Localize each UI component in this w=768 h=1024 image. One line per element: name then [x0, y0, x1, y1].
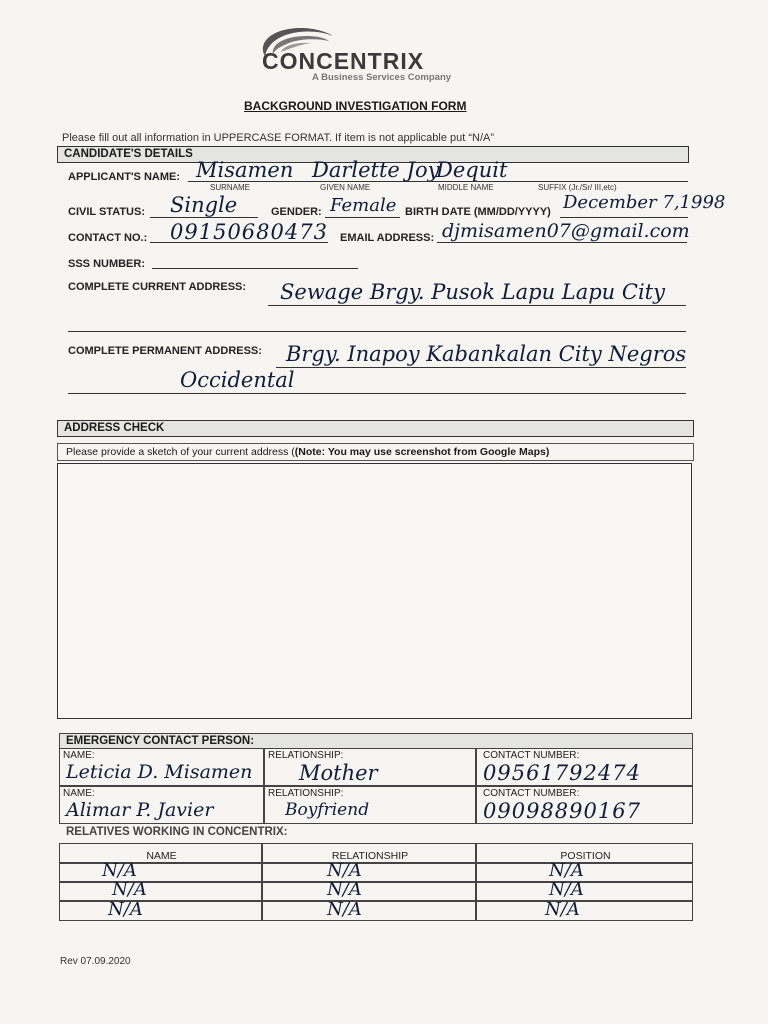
- emergency-2-contact-cell[interactable]: [476, 786, 693, 824]
- relatives-row-1-relationship[interactable]: [262, 860, 476, 882]
- relatives-col-name: NAME: [146, 850, 177, 862]
- emergency-2-contact-value: 09098890167: [483, 799, 641, 823]
- current-address-underline-1: [268, 305, 686, 306]
- emergency-2-contact-label: CONTACT NUMBER:: [483, 788, 580, 799]
- relatives-row-3-position-value: N/A: [545, 899, 580, 920]
- sss-label: SSS NUMBER:: [68, 258, 146, 270]
- gender-value[interactable]: Female: [330, 195, 397, 216]
- surname-value[interactable]: Misamen: [196, 158, 294, 182]
- birth-date-label: [405, 206, 551, 218]
- current-address-underline-2: [68, 331, 686, 332]
- relatives-row-3-name-value: N/A: [108, 899, 143, 920]
- relatives-row-2-relationship[interactable]: [262, 879, 476, 901]
- address-check-instruction-text: Please provide a sketch of your current address (: [66, 446, 295, 458]
- birth-date-underline: [560, 217, 688, 218]
- birth-date-value[interactable]: December 7,1998: [563, 192, 726, 213]
- permanent-address-value-line1[interactable]: Brgy. Inapoy Kabankalan City Negros: [286, 342, 687, 366]
- gender-underline: [325, 217, 400, 218]
- relatives-header-position: [476, 843, 693, 863]
- emergency-1-relationship-value: Mother: [299, 761, 378, 785]
- permanent-address-label: COMPLETE PERMANENT ADDRESS:: [68, 345, 262, 357]
- relatives-row-1-position[interactable]: [476, 860, 693, 882]
- relatives-row-2-name[interactable]: [59, 879, 262, 901]
- emergency-1-relationship-cell[interactable]: [264, 748, 476, 786]
- emergency-2-name-label: NAME:: [63, 788, 95, 799]
- contact-no-value[interactable]: 09150680473: [170, 220, 328, 244]
- permanent-address-value-line2[interactable]: Occidental: [180, 368, 295, 392]
- given-name-label: GIVEN NAME: [320, 183, 371, 192]
- address-check-note: (Note: You may use screenshot from Google Maps): [294, 446, 550, 458]
- relatives-row-1-position-value: N/A: [549, 860, 584, 881]
- applicant-name-label: APPLICANT'S NAME:: [68, 171, 181, 183]
- civil-status-value[interactable]: Single: [170, 193, 238, 217]
- relatives-row-1-name-value: N/A: [102, 860, 137, 881]
- email-underline: [437, 242, 687, 243]
- revision-footer: Rev 07.09.2020: [60, 956, 131, 967]
- suffix-label: SUFFIX (Jr./Sr/ III,etc): [538, 183, 617, 192]
- form-instruction: Please fill out all information in UPPERCASE FORMAT. If item is not applicable put “N/A”: [62, 132, 495, 144]
- civil-status-underline: [150, 217, 258, 218]
- relatives-header-name: [59, 843, 262, 863]
- relatives-col-position: POSITION: [560, 850, 611, 862]
- relatives-row-3-relationship[interactable]: [262, 901, 476, 921]
- emergency-1-name-value: Leticia D. Misamen: [66, 761, 253, 783]
- emergency-2-name-cell[interactable]: [59, 786, 264, 824]
- candidate-section-title: CANDIDATE'S DETAILS: [64, 148, 193, 160]
- relatives-col-relationship: RELATIONSHIP: [331, 850, 409, 862]
- brand-tagline: A Business Services Company: [312, 72, 452, 83]
- relatives-header-relationship: [262, 843, 476, 863]
- address-check-instruction-bar: [57, 443, 694, 461]
- permanent-address-underline-1: [276, 367, 686, 368]
- emergency-1-relationship-label: RELATIONSHIP:: [268, 750, 344, 761]
- gender-label: GENDER:: [271, 206, 322, 218]
- emergency-section-header: [59, 733, 693, 749]
- relatives-row-3-name[interactable]: [59, 901, 262, 921]
- emergency-section-title: EMERGENCY CONTACT PERSON:: [66, 735, 255, 747]
- emergency-1-name-cell[interactable]: [59, 748, 264, 786]
- contact-no-label: CONTACT NO.:: [68, 232, 148, 244]
- relatives-row-3-position[interactable]: [476, 901, 693, 921]
- form-title: BACKGROUND INVESTIGATION FORM: [244, 99, 467, 113]
- brand-name: CONCENTRIX: [262, 48, 425, 74]
- name-underline: [188, 181, 688, 182]
- permanent-address-underline-2: [68, 393, 686, 394]
- emergency-1-name-label: NAME:: [63, 750, 95, 761]
- emergency-1-contact-cell[interactable]: [476, 748, 693, 786]
- emergency-1-contact-value: 09561792474: [483, 761, 641, 785]
- current-address-value[interactable]: Sewage Brgy. Pusok Lapu Lapu City: [280, 280, 665, 304]
- emergency-2-name-value: Alimar P. Javier: [66, 799, 214, 821]
- email-label: EMAIL ADDRESS:: [340, 232, 435, 244]
- given-name-value[interactable]: Darlette Joy: [312, 158, 440, 182]
- emergency-2-relationship-cell[interactable]: [264, 786, 476, 824]
- middle-name-value[interactable]: Dequit: [436, 158, 508, 182]
- address-check-title: ADDRESS CHECK: [64, 422, 165, 434]
- sss-underline: [152, 268, 358, 269]
- civil-status-label: CIVIL STATUS:: [68, 206, 145, 218]
- address-check-header: [57, 420, 694, 437]
- relatives-row-2-name-value: N/A: [112, 879, 147, 900]
- contact-no-underline: [150, 242, 328, 243]
- relatives-row-3-relationship-value: N/A: [327, 899, 362, 920]
- relatives-row-2-relationship-value: N/A: [327, 879, 362, 900]
- email-value[interactable]: djmisamen07@gmail.com: [442, 220, 690, 242]
- relatives-row-1-name[interactable]: [59, 860, 262, 882]
- middle-name-label: MIDDLE NAME: [438, 183, 494, 192]
- relatives-row-1-relationship-value: N/A: [327, 860, 362, 881]
- address-sketch-area[interactable]: [57, 463, 692, 719]
- relatives-row-2-position-value: N/A: [549, 879, 584, 900]
- emergency-2-relationship-label: RELATIONSHIP:: [268, 788, 344, 799]
- relatives-section-title: RELATIVES WORKING IN CONCENTRIX:: [66, 826, 288, 838]
- emergency-1-contact-label: CONTACT NUMBER:: [483, 750, 580, 761]
- current-address-label: COMPLETE CURRENT ADDRESS:: [68, 281, 247, 293]
- relatives-row-2-position[interactable]: [476, 879, 693, 901]
- birth-date-label-text: BIRTH DATE (MM/DD/YYYY): [405, 206, 551, 218]
- surname-label: SURNAME: [210, 183, 251, 192]
- relatives-table: [59, 843, 693, 921]
- emergency-2-relationship-value: Boyfriend: [285, 800, 370, 820]
